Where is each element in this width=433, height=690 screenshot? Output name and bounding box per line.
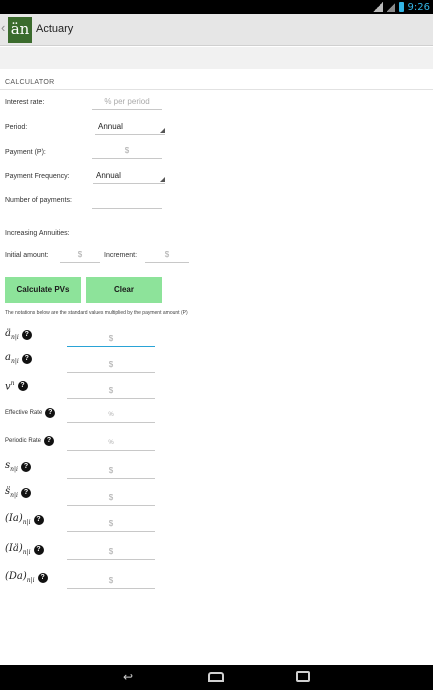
payment-frequency-value: Annual: [96, 171, 121, 180]
symbol-a-n-i: $a_{n|i}$: [5, 352, 19, 365]
result-a-input[interactable]: $: [67, 359, 155, 373]
period-value: Annual: [98, 122, 123, 131]
result-periodic-rate-input[interactable]: %: [67, 437, 155, 451]
help-icon[interactable]: ?: [34, 545, 44, 555]
home-icon[interactable]: [208, 672, 224, 682]
help-icon[interactable]: ?: [38, 573, 48, 583]
result-s-double-dot-input[interactable]: $: [67, 492, 155, 506]
result-effective-rate-input[interactable]: %: [67, 409, 155, 423]
number-of-payments-label: Number of payments:: [5, 197, 72, 204]
help-icon[interactable]: ?: [22, 354, 32, 364]
symbol-i-a-double-dot-n-i: $(Iä)_{n|i}$: [5, 543, 31, 556]
back-chevron-icon[interactable]: ‹: [1, 20, 6, 35]
periodic-rate-label: Periodic Rate: [5, 438, 42, 444]
row-label-i-a-double-dot: [5, 543, 44, 556]
result-a-double-dot-input[interactable]: $: [67, 333, 155, 347]
increment-label: Increment:: [104, 252, 138, 259]
row-label-periodic-rate: [5, 436, 54, 446]
clear-button[interactable]: Clear: [86, 277, 162, 303]
help-icon[interactable]: ?: [21, 488, 31, 498]
result-v-n-input[interactable]: $: [67, 385, 155, 399]
row-label-a-double-dot: [5, 328, 32, 341]
symbol-s-double-dot-n-i: $s̈_{n|i}$: [5, 486, 18, 499]
effective-rate-label: Effective Rate: [5, 410, 43, 416]
period-label: Period:: [5, 124, 28, 131]
app-title: Actuary: [36, 23, 74, 35]
symbol-v-n: $v^n$: [5, 380, 15, 393]
payment-input[interactable]: $: [92, 145, 162, 159]
number-of-payments-input[interactable]: [92, 195, 162, 209]
row-label-effective-rate: [5, 408, 55, 418]
row-label-a: [5, 352, 32, 365]
symbol-da-n-i: $(Da)_{n|i}$: [5, 571, 35, 584]
symbol-ia-n-i: $(Ia)_{n|i}$: [5, 513, 31, 526]
help-icon[interactable]: ?: [18, 381, 28, 391]
row-label-s: [5, 460, 31, 473]
result-s-input[interactable]: $: [67, 465, 155, 479]
period-dropdown[interactable]: [95, 121, 165, 135]
help-icon[interactable]: ?: [21, 462, 31, 472]
symbol-s-n-i: $s_{n|i}$: [5, 460, 18, 473]
status-time: 9:26: [407, 1, 430, 13]
notation-note: The notations below are the standard values multiplied by the payment amount (P): [5, 310, 188, 316]
wifi-icon: [373, 2, 383, 12]
signal-icon: [387, 2, 395, 12]
initial-amount-input[interactable]: $: [60, 249, 100, 263]
result-ia-input[interactable]: $: [67, 518, 155, 532]
interest-rate-input[interactable]: % per period: [92, 96, 162, 110]
system-nav-bar: [0, 665, 433, 690]
battery-icon: [399, 2, 404, 12]
back-icon[interactable]: ↩: [122, 670, 134, 684]
initial-amount-label: Initial amount:: [5, 252, 49, 259]
row-label-ia: [5, 513, 44, 526]
app-logo[interactable]: än: [8, 17, 32, 43]
symbol-a-double-dot-n-i: $ä_{n|i}$: [5, 328, 19, 341]
section-divider: [0, 89, 433, 90]
payment-label: Payment (P):: [5, 149, 46, 156]
calculate-pvs-button[interactable]: Calculate PVs: [5, 277, 81, 303]
dropdown-arrow-icon: [160, 128, 165, 133]
help-icon[interactable]: ?: [22, 330, 32, 340]
dropdown-arrow-icon: [160, 177, 165, 182]
row-label-v-n: [5, 380, 28, 392]
payment-frequency-dropdown[interactable]: [93, 170, 165, 184]
action-bar: [0, 14, 433, 46]
status-icons: [373, 1, 430, 13]
row-label-da: [5, 571, 48, 584]
interest-rate-label: Interest rate:: [5, 99, 45, 106]
status-bar: [0, 0, 433, 14]
increment-input[interactable]: $: [145, 249, 189, 263]
payment-frequency-label: Payment Frequency:: [5, 173, 70, 180]
help-icon[interactable]: ?: [44, 436, 54, 446]
result-da-input[interactable]: $: [67, 575, 155, 589]
increasing-annuities-title: Increasing Annuities:: [5, 230, 70, 237]
result-i-a-double-dot-input[interactable]: $: [67, 546, 155, 560]
section-title: CALCULATOR: [5, 79, 55, 86]
recent-apps-icon[interactable]: [296, 671, 310, 682]
help-icon[interactable]: ?: [34, 515, 44, 525]
row-label-s-double-dot: [5, 486, 31, 499]
help-icon[interactable]: ?: [45, 408, 55, 418]
header-strip: [0, 47, 433, 69]
